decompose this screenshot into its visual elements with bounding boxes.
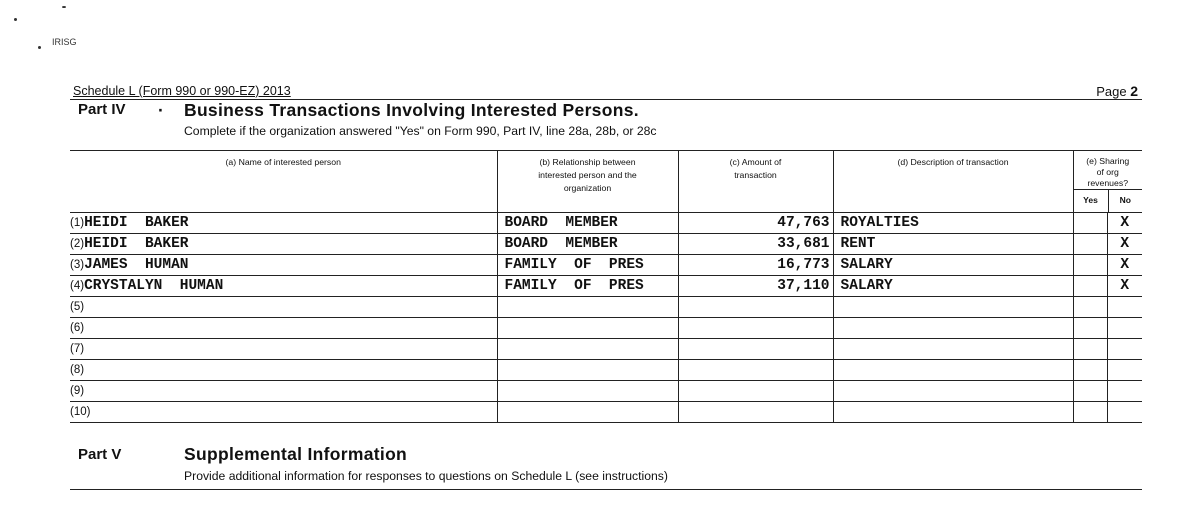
name-cell (70, 402, 497, 423)
part-v-instruction: Provide additional information for responses to questions on Schedule L (see instructions) (184, 469, 668, 483)
amount-cell (678, 297, 833, 318)
row-number: (9) (70, 385, 85, 397)
interested-person-name: JAMES HUMAN (84, 257, 189, 273)
form-reference: Schedule L (Form 990 or 990-EZ) 2013 (73, 84, 291, 98)
col-e-line1: (e) Sharing (1086, 156, 1130, 166)
name-cell (70, 297, 497, 318)
description-cell (833, 381, 1073, 402)
sharing-yes-cell (1073, 255, 1107, 276)
sharing-yes-cell (1073, 234, 1107, 255)
table-row (70, 402, 1142, 423)
scan-speck (62, 6, 66, 8)
sharing-no-cell: X (1107, 213, 1142, 234)
amount-cell: 33,681 (678, 234, 833, 255)
amount-cell: 16,773 (678, 255, 833, 276)
amount-cell (678, 360, 833, 381)
table-row (70, 255, 1142, 276)
transactions-table (70, 150, 1142, 423)
description-cell: RENT (833, 234, 1073, 255)
col-b-header (497, 151, 678, 213)
page-indicator (1096, 83, 1138, 99)
row-number: (1) (70, 217, 85, 229)
sharing-yes-cell (1073, 213, 1107, 234)
sharing-no-cell (1107, 360, 1142, 381)
relationship-cell: FAMILY OF PRES (497, 276, 678, 297)
part-iv-instruction: Complete if the organization answered "Yes" on Form 990, Part IV, line 28a, 28b, or 28c (184, 124, 657, 138)
amount-cell (678, 402, 833, 423)
description-cell (833, 402, 1073, 423)
col-e-line3: revenues? (1087, 178, 1129, 188)
col-b-line2: interested person and the (538, 170, 637, 180)
sharing-no-cell: X (1107, 276, 1142, 297)
description-cell (833, 297, 1073, 318)
col-e-yes: Yes (1083, 195, 1098, 205)
description-cell: ROYALTIES (833, 213, 1073, 234)
name-cell (70, 276, 497, 297)
scan-speck (14, 18, 17, 21)
description-cell (833, 339, 1073, 360)
col-d-header: (d) Description of transaction (833, 151, 1073, 213)
row-number: (7) (70, 343, 85, 355)
name-cell (70, 255, 497, 276)
row-number: (2) (70, 238, 85, 250)
amount-cell: 47,763 (678, 213, 833, 234)
name-cell (70, 234, 497, 255)
name-cell (70, 381, 497, 402)
sharing-no-cell (1107, 381, 1142, 402)
table-row (70, 234, 1142, 255)
col-c-line2: transaction (734, 170, 777, 180)
relationship-cell: FAMILY OF PRES (497, 255, 678, 276)
col-b-line3: organization (563, 183, 612, 193)
table-row (70, 213, 1142, 234)
corner-code: IRISG (52, 37, 77, 47)
table-row (70, 360, 1142, 381)
relationship-cell (497, 402, 678, 423)
col-a-header: (a) Name of interested person (70, 151, 497, 213)
name-cell (70, 318, 497, 339)
scan-speck (38, 46, 41, 49)
table-row (70, 318, 1142, 339)
description-cell (833, 360, 1073, 381)
col-b-line1: (b) Relationship between (539, 157, 636, 167)
amount-cell (678, 339, 833, 360)
table-row (70, 381, 1142, 402)
sharing-no-cell (1107, 402, 1142, 423)
part-v-title: Supplemental Information (184, 444, 408, 464)
sharing-no-cell (1107, 297, 1142, 318)
part-iv-title: Business Transactions Involving Interested Persons. (184, 100, 639, 120)
interested-person-name: HEIDI BAKER (84, 236, 189, 252)
name-cell (70, 213, 497, 234)
row-number: (3) (70, 259, 85, 271)
relationship-cell (497, 360, 678, 381)
table-row (70, 297, 1142, 318)
sharing-yes-cell (1073, 318, 1107, 339)
part-iv-tag: Part IV (78, 101, 126, 118)
page-label: Page (1096, 84, 1127, 99)
row-number: (8) (70, 364, 85, 376)
part-iv-bullet: · (158, 100, 165, 120)
col-e-line2: of org (1096, 167, 1119, 177)
sharing-yes-cell (1073, 381, 1107, 402)
relationship-cell (497, 381, 678, 402)
name-cell (70, 339, 497, 360)
description-cell (833, 318, 1073, 339)
table-row (70, 339, 1142, 360)
interested-person-name: HEIDI BAKER (84, 215, 189, 231)
sharing-no-cell (1107, 339, 1142, 360)
table-row (70, 276, 1142, 297)
col-c-header (678, 151, 833, 213)
sharing-yes-cell (1073, 360, 1107, 381)
sharing-yes-cell (1073, 402, 1107, 423)
sharing-no-cell: X (1107, 255, 1142, 276)
part-v-rule (70, 489, 1142, 490)
description-cell: SALARY (833, 276, 1073, 297)
sharing-yes-cell (1073, 339, 1107, 360)
sharing-no-cell: X (1107, 234, 1142, 255)
sharing-yes-cell (1073, 297, 1107, 318)
row-number: (5) (70, 301, 85, 313)
page-number: 2 (1130, 83, 1138, 99)
interested-person-name: CRYSTALYN HUMAN (84, 278, 224, 294)
amount-cell (678, 381, 833, 402)
col-c-line1: (c) Amount of (729, 157, 782, 167)
table-header (70, 151, 1142, 213)
relationship-cell: BOARD MEMBER (497, 234, 678, 255)
part-v-tag: Part V (78, 446, 122, 463)
row-number: (4) (70, 280, 85, 292)
row-number: (6) (70, 322, 85, 334)
table-body (70, 213, 1142, 423)
amount-cell: 37,110 (678, 276, 833, 297)
sharing-no-cell (1107, 318, 1142, 339)
relationship-cell (497, 339, 678, 360)
amount-cell (678, 318, 833, 339)
col-e-header (1073, 151, 1142, 213)
col-e-no: No (1108, 190, 1143, 212)
relationship-cell (497, 297, 678, 318)
relationship-cell (497, 318, 678, 339)
row-number: (10) (70, 406, 91, 418)
name-cell (70, 360, 497, 381)
sharing-yes-cell (1073, 276, 1107, 297)
relationship-cell: BOARD MEMBER (497, 213, 678, 234)
description-cell: SALARY (833, 255, 1073, 276)
